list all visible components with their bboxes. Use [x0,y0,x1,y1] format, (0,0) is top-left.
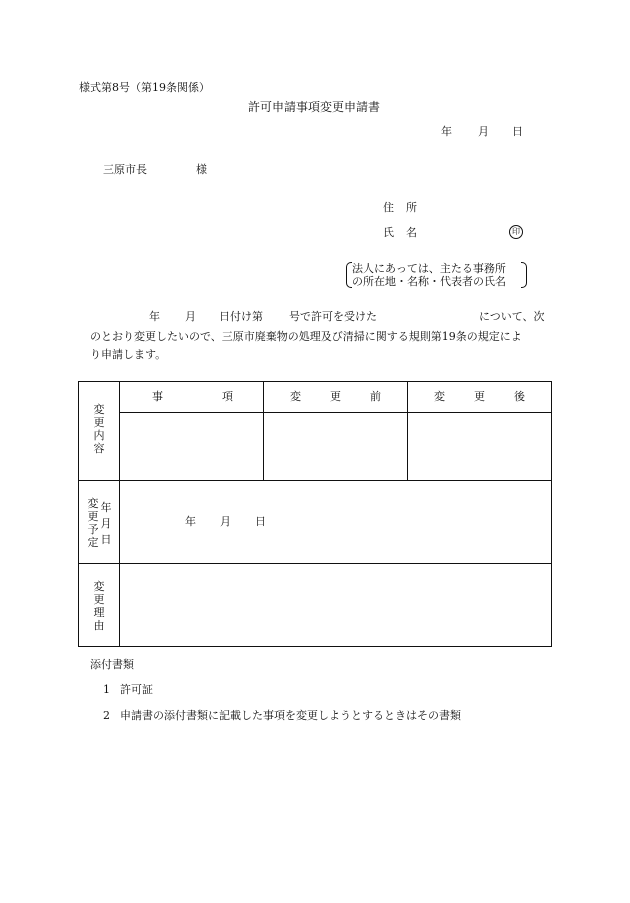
form-number: 様式第8号（第19条関係） [79,81,210,94]
reason-label: 変 更 理 由 [93,580,105,632]
col-item-1: 事 [152,390,163,403]
body-permit-received: 号で許可を受けた [289,310,377,323]
addressee-honorific: 様 [196,163,207,176]
col-item-2: 項 [222,390,233,403]
page-title: 許可申請事項変更申請書 [248,100,381,114]
schedule-label-right: 年 月 日 [100,501,112,546]
schedule-label-left: 変 更 予 定 [87,497,99,549]
attachments-heading: 添付書類 [90,658,134,671]
date-year-label: 年 [441,125,452,138]
attachment-text-1: 許可証 [120,683,153,696]
date-month-label: 月 [478,125,489,138]
schedule-month-label: 月 [220,515,231,528]
addressee-name: 三原市長 [103,163,147,176]
body-line-3: り申請します。 [90,348,167,361]
col-after-3: 後 [514,390,525,403]
name-label-2: 名 [406,226,417,239]
date-day-label: 日 [512,125,523,138]
corporate-note-line2: の所在地・名称・代表者の氏名 [352,275,506,288]
col-before-2: 更 [330,390,341,403]
body-line-2: のとおり変更したいので、三原市廃棄物の処理及び清掃に関する規則第19条の規定によ [90,330,522,343]
corporate-note-line1: 法人にあっては、主たる事務所 [352,262,506,275]
attachment-num-1: 1 [103,683,110,696]
attachment-text-2: 申請書の添付書類に記載した事項を変更しようとするときはその書類 [120,709,461,722]
address-label-1: 住 [383,201,394,214]
body-day-number: 日付け第 [219,310,263,323]
note-bracket-right [521,262,527,288]
col-after-2: 更 [474,390,485,403]
body-regarding: について、次 [479,310,545,323]
seal-mark: 印 [509,225,523,239]
body-year: 年 [149,310,160,323]
address-label-2: 所 [406,201,417,214]
change-content-label: 変 更 内 容 [93,403,105,455]
col-after-1: 変 [434,390,445,403]
schedule-day-label: 日 [255,515,266,528]
col-before-3: 前 [370,390,381,403]
schedule-year-label: 年 [185,515,196,528]
body-month: 月 [185,310,196,323]
col-before-1: 変 [290,390,301,403]
attachment-num-2: 2 [103,709,110,722]
name-label-1: 氏 [383,226,394,239]
